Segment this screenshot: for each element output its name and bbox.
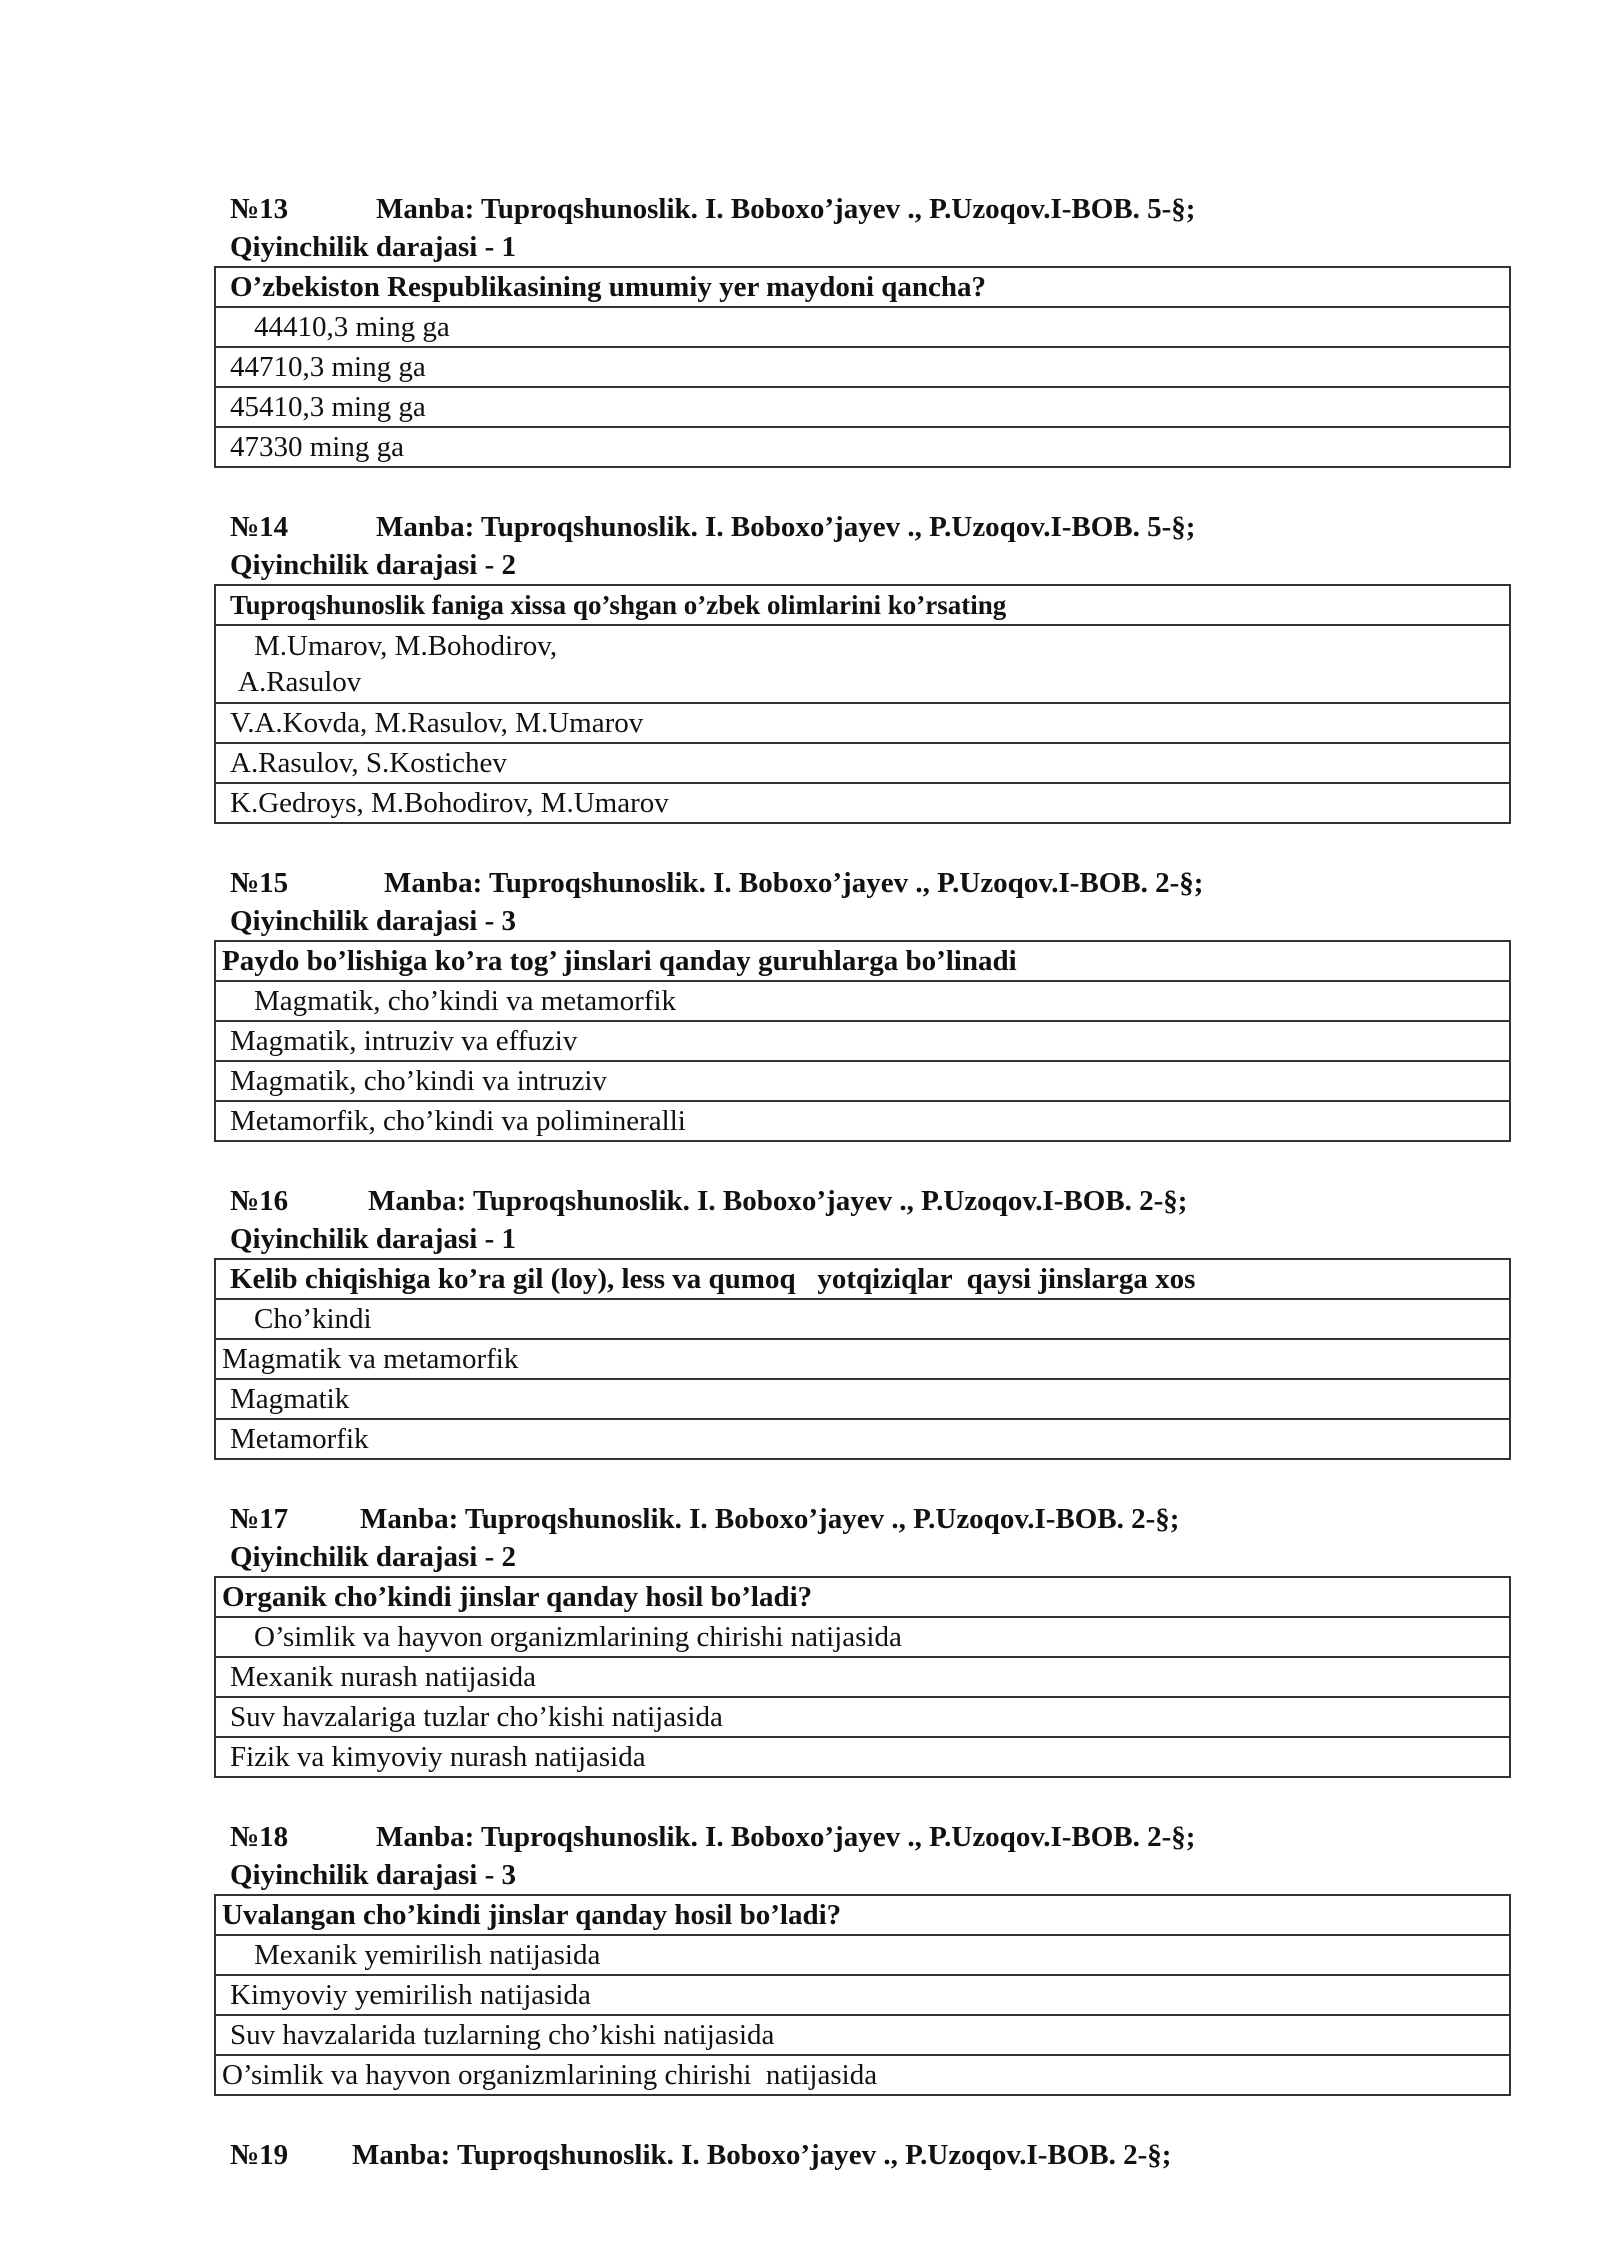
question-source: Manba: Tuproqshunoslik. I. Boboxo’jayev ., P.Uzoqov.I-BOB. 2-§; [368,1185,1188,1217]
question-text: Uvalangan cho’kindi jinslar qanday hosil bo’ladi? [215,1895,1510,1935]
question-18 [214,1818,1514,2096]
answer-option: Mexanik yemirilish natijasida [215,1935,1510,1975]
question-source: Manba: Tuproqshunoslik. I. Boboxo’jayev ., P.Uzoqov.I-BOB. 2-§; [384,867,1204,899]
answer-option: 45410,3 ming ga [215,387,1510,427]
answer-option: Mexanik nurash natijasida [215,1657,1510,1697]
answer-option: V.A.Kovda, M.Rasulov, M.Umarov [215,703,1510,743]
question-text: Organik cho’kindi jinslar qanday hosil bo’ladi? [215,1577,1510,1617]
question-header [214,508,1514,546]
question-text: O’zbekiston Respublikasining umumiy yer maydoni qancha? [215,267,1510,307]
answer-option: K.Gedroys, M.Bohodirov, M.Umarov [215,783,1510,823]
question-15 [214,864,1514,1142]
question-13 [214,190,1514,468]
question-number: №13 [230,193,289,225]
difficulty-level: Qiyinchilik darajasi - 1 [230,1223,517,1255]
answer-option: Magmatik, cho’kindi va metamorfik [215,981,1510,1021]
answer-option: Cho’kindi [215,1299,1510,1339]
question-table [214,266,1511,468]
question-header [214,1818,1514,1856]
answer-option-line: M.Umarov, M.Bohodirov, [254,630,558,662]
question-source: Manba: Tuproqshunoslik. I. Boboxo’jayev ., P.Uzoqov.I-BOB. 2-§; [376,1821,1196,1853]
question-table [214,1894,1511,2096]
answer-option: Fizik va kimyoviy nurash natijasida [215,1737,1510,1777]
question-number: №16 [230,1185,289,1217]
question-header [214,2136,1514,2174]
question-source: Manba: Tuproqshunoslik. I. Boboxo’jayev ., P.Uzoqov.I-BOB. 5-§; [376,193,1196,225]
question-header [214,1182,1514,1220]
question-14 [214,508,1514,824]
question-text: Kelib chiqishiga ko’ra gil (loy), less va qumoq yotqiziqlar qaysi jinslarga xos [215,1259,1510,1299]
difficulty-level: Qiyinchilik darajasi - 2 [230,1541,517,1573]
answer-option: O’simlik va hayvon organizmlarining chirishi natijasida [215,1617,1510,1657]
question-source: Manba: Tuproqshunoslik. I. Boboxo’jayev ., P.Uzoqov.I-BOB. 5-§; [376,511,1196,543]
question-source: Manba: Tuproqshunoslik. I. Boboxo’jayev ., P.Uzoqov.I-BOB. 2-§; [360,1503,1180,1535]
answer-option: Kimyoviy yemirilish natijasida [215,1975,1510,2015]
question-19 [214,2136,1514,2174]
document-page [214,190,1514,2214]
answer-option: 44710,3 ming ga [215,347,1510,387]
question-table [214,584,1511,824]
difficulty-level: Qiyinchilik darajasi - 2 [230,549,517,581]
question-number: №18 [230,1821,289,1853]
question-number: №17 [230,1503,289,1535]
answer-option [215,625,1510,703]
question-header [214,190,1514,228]
answer-option: A.Rasulov, S.Kostichev [215,743,1510,783]
answer-option: Suv havzalariga tuzlar cho’kishi natijasida [215,1697,1510,1737]
question-text: Paydo bo’lishiga ko’ra tog’ jinslari qanday guruhlarga bo’linadi [215,941,1510,981]
answer-option: Magmatik [215,1379,1510,1419]
difficulty-level: Qiyinchilik darajasi - 3 [230,905,517,937]
answer-option: 44410,3 ming ga [215,307,1510,347]
question-text: Tuproqshunoslik faniga xissa qo’shgan o’zbek olimlarini ko’rsating [215,585,1510,625]
difficulty-level: Qiyinchilik darajasi - 3 [230,1859,517,1891]
question-17 [214,1500,1514,1778]
answer-option: Suv havzalarida tuzlarning cho’kishi natijasida [215,2015,1510,2055]
answer-option: O’simlik va hayvon organizmlarining chirishi natijasida [215,2055,1510,2095]
question-table [214,940,1511,1142]
question-table [214,1576,1511,1778]
answer-option: Metamorfik, cho’kindi va polimineralli [215,1101,1510,1141]
question-header [214,864,1514,902]
question-source: Manba: Tuproqshunoslik. I. Boboxo’jayev ., P.Uzoqov.I-BOB. 2-§; [352,2139,1172,2171]
answer-option: 47330 ming ga [215,427,1510,467]
answer-option: Magmatik va metamorfik [215,1339,1510,1379]
question-number: №15 [230,867,289,899]
answer-option: Metamorfik [215,1419,1510,1459]
answer-option: Magmatik, cho’kindi va intruziv [215,1061,1510,1101]
question-table [214,1258,1511,1460]
question-number: №19 [230,2139,289,2171]
question-16 [214,1182,1514,1460]
answer-option-line: A.Rasulov [238,666,362,698]
question-number: №14 [230,511,289,543]
difficulty-level: Qiyinchilik darajasi - 1 [230,231,517,263]
answer-option: Magmatik, intruziv va effuziv [215,1021,1510,1061]
question-header [214,1500,1514,1538]
